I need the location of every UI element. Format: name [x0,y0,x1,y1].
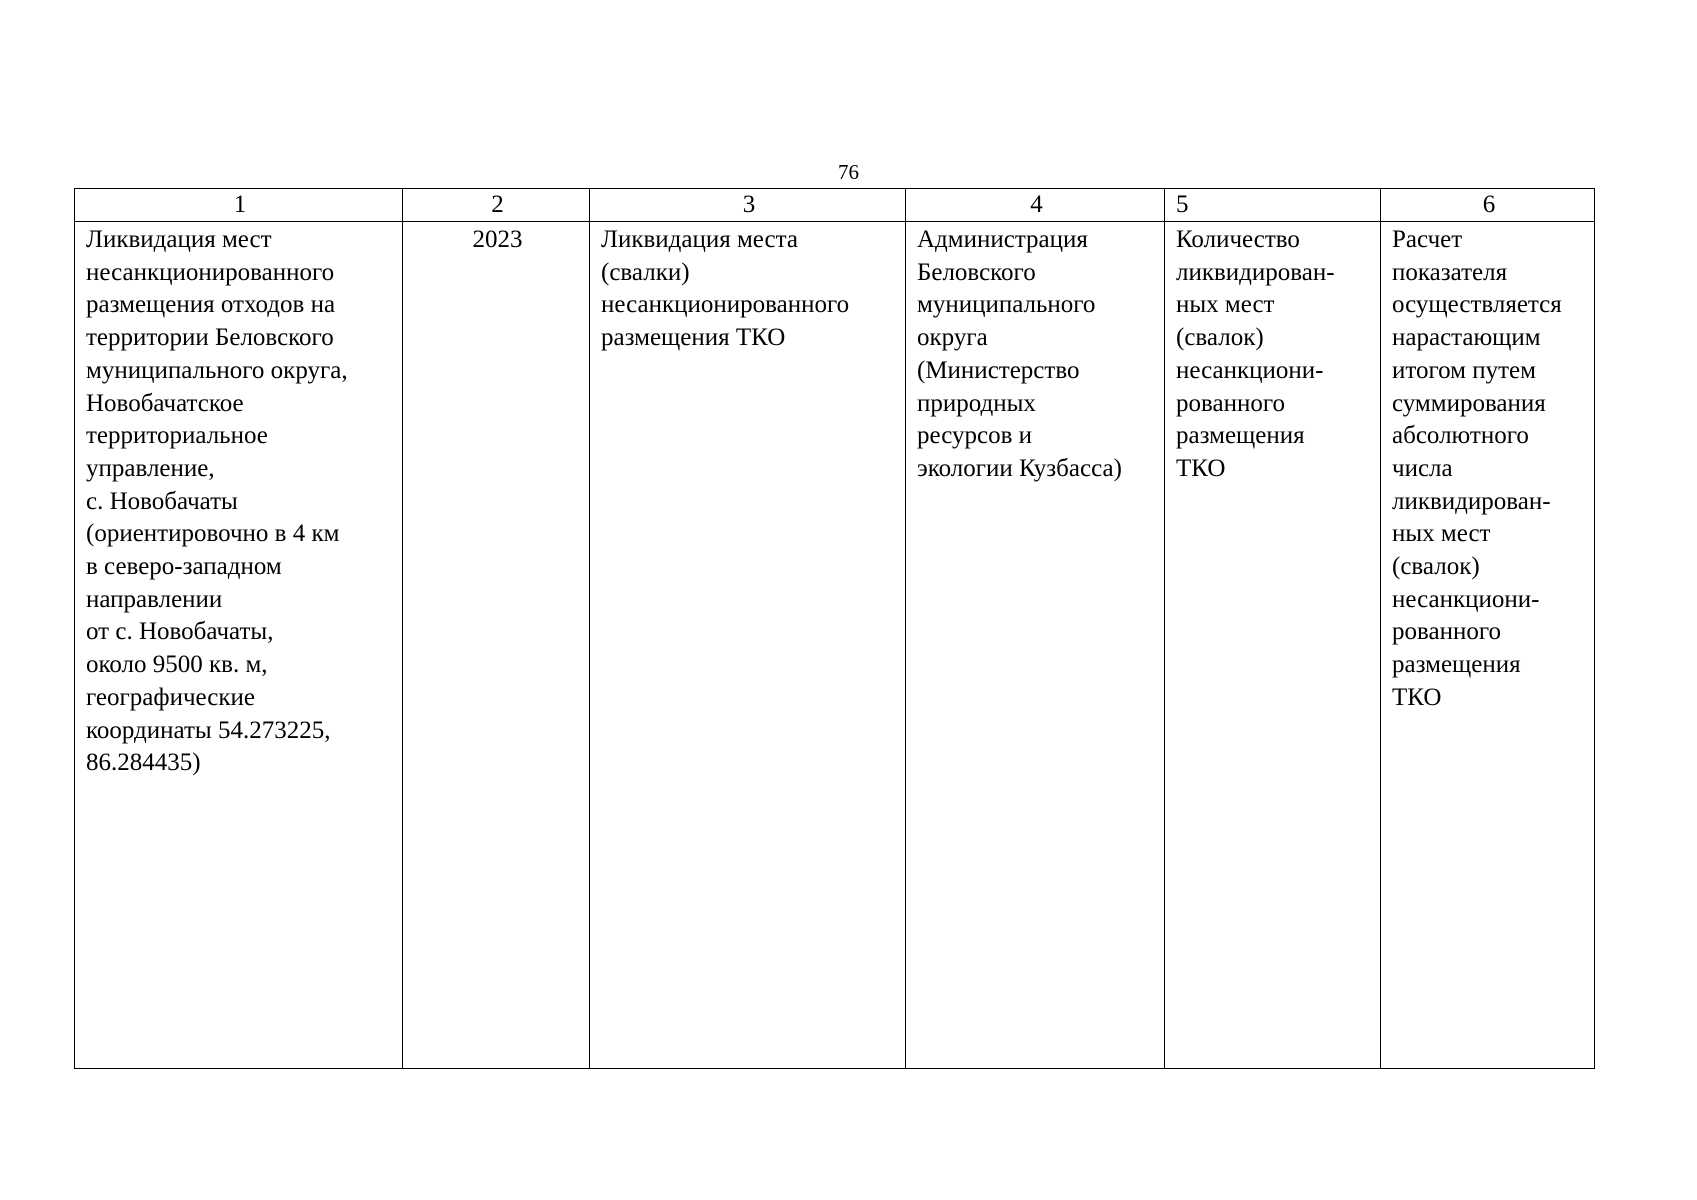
cell-year [403,222,590,1069]
object-description-text: Ликвидация мест несанкционированного размещения отходов на территории Беловского муниципального округа, Новобачатское территориальное управление, с. Новобачаты (ориентировочно в 4 км в северо-западном направлении от с. Новобачаты, около 9500 кв. м, географические координаты 54.273225, 86.284435) [86,226,348,777]
calculation-text: Расчет показателя осуществляется нарастающим итогом путем суммирования абсолютного числа ликвидирован- ных мест (свалок) несанкциони- рованного размещения ТКО [1392,226,1562,711]
cell-calculation [1381,222,1595,1069]
cell-result [590,222,906,1069]
indicator-text: Количество ликвидирован- ных мест (свалок) несанкциони- рованного размещения ТКО [1176,226,1335,482]
result-text: Ликвидация места (свалки) несанкционированного размещения ТКО [601,226,850,352]
cell-object-description [75,222,403,1069]
cell-indicator [1165,222,1381,1069]
header-cell-5: 5 [1165,189,1381,222]
cell-responsible [906,222,1165,1069]
header-cell-1: 1 [75,189,403,222]
header-cell-3: 3 [590,189,906,222]
page-number: 76 [838,160,859,184]
header-cell-6: 6 [1381,189,1595,222]
responsible-text: Администрация Беловского муниципального округа (Министерство природных ресурсов и экологии Кузбасса) [917,226,1122,482]
year-text: 2023 [472,226,523,253]
header-cell-4: 4 [906,189,1165,222]
table-header-row [75,189,1595,222]
document-table [74,188,1595,1069]
header-cell-2: 2 [403,189,590,222]
table-row [75,222,1595,1069]
